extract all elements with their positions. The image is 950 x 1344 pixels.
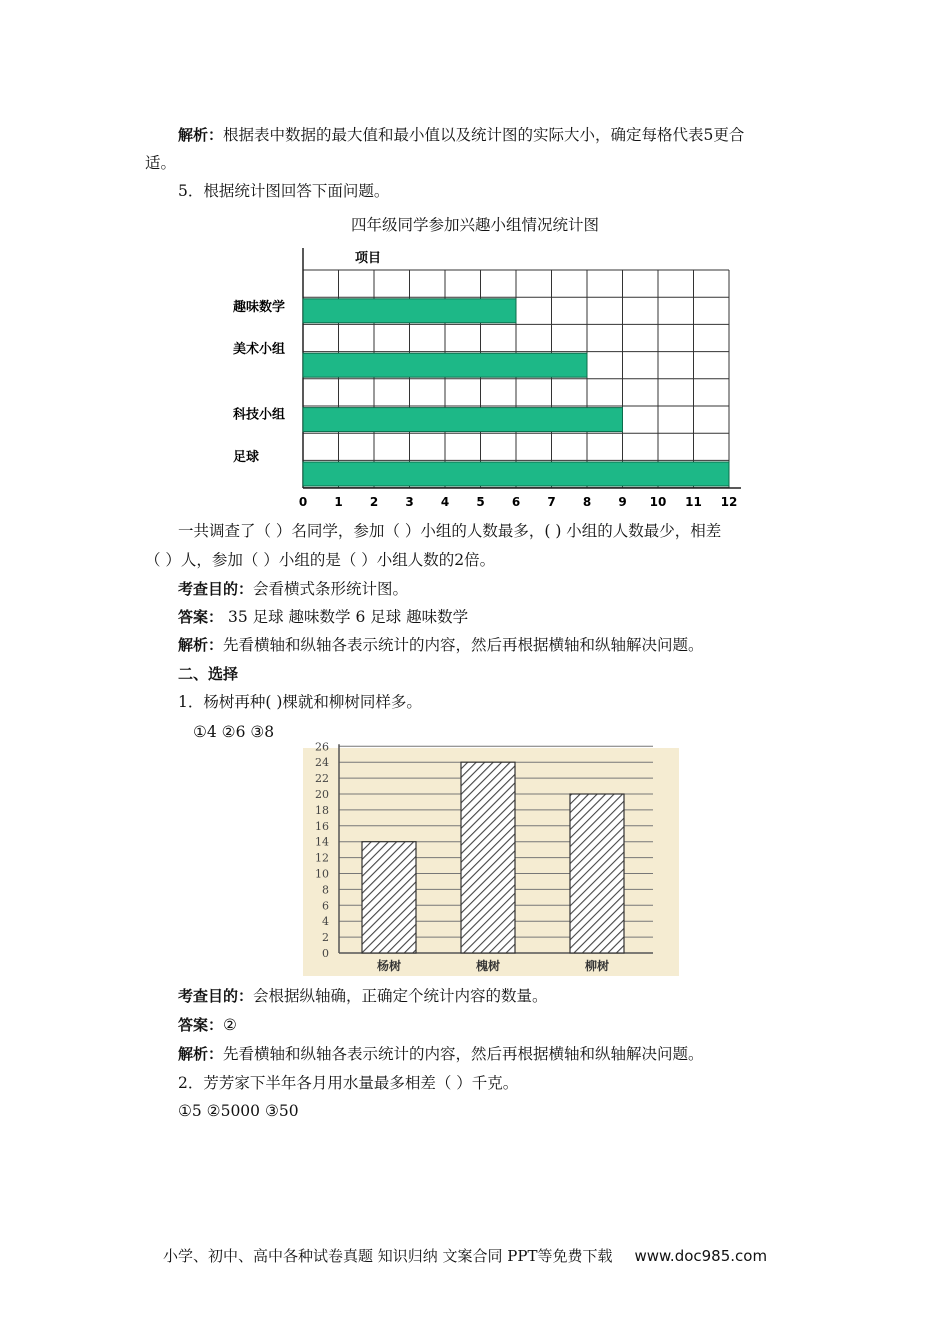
c1-answer [178,1015,237,1035]
c1-analysis-text: 先看横轴和纵轴各表示统计的内容，然后再根据横轴和纵轴解决问题。 [223,1045,704,1063]
y-tick-label: 0 [322,947,329,960]
q5-analysis [178,635,704,655]
bar-1 [362,842,416,953]
c1-answer-text: ② [223,1016,237,1034]
footer-text: 小学、初中、高中各种试卷真题 知识归纳 文案合同 PPT等免费下载 [163,1247,613,1265]
c1-analysis [178,1044,704,1064]
purpose-label: 考查目的： [178,987,254,1005]
q5-answer [178,607,468,627]
y-tick-label: 24 [315,756,329,770]
category-label: 槐树 [475,959,501,973]
y-tick-label: 8 [322,883,329,897]
x-tick-label: 11 [685,495,702,509]
analysis-prev-line2: 适。 [145,154,177,172]
x-tick-label: 2 [369,495,379,509]
category-label: 杨树 [376,959,402,973]
x-tick-label: 12 [720,495,738,509]
q5-analysis-text: 先看横轴和纵轴各表示统计的内容，然后再根据横轴和纵轴解决问题。 [223,636,704,654]
bar-2 [303,353,587,377]
y-tick-label: 16 [315,819,329,833]
y-tick-label: 10 [315,867,329,881]
x-tick-label: 7 [547,495,556,509]
q5-answer-text: 35 足球 趣味数学 6 足球 趣味数学 [227,608,469,626]
category-label: 趣味数学 [233,299,286,315]
y-tick-label: 6 [322,899,329,913]
purpose-label: 考查目的： [178,580,254,598]
bar-1 [303,299,516,323]
bar-3 [303,408,623,432]
c1-purpose-text: 会根据纵轴确，正确定个统计内容的数量。 [253,987,548,1005]
chart1-horizontal-bar [225,240,755,510]
q5-text-line2: （ ）人，参加（ ）小组的是（ ）小组人数的2倍。 [145,551,496,569]
y-tick-label: 20 [315,788,329,801]
choice-1: 1．杨树再种( )棵就和柳树同样多。 [178,693,422,711]
footer-site-link[interactable]: www.doc985.com [634,1247,768,1265]
analysis-label: 解析： [178,1045,224,1063]
y-tick-label: 26 [315,740,329,754]
y-tick-label: 22 [315,772,329,786]
x-tick-label: 1 [334,495,343,509]
x-tick-label: 3 [405,495,414,509]
y-axis-label: 项目 [355,251,382,266]
x-tick-label: 4 [440,495,450,509]
choice-2: 2．芳芳家下半年各月用水量最多相差（ ）千克。 [178,1074,519,1092]
y-tick-label: 18 [315,803,329,817]
analysis-label: 解析： [178,636,224,654]
category-label: 柳树 [584,959,610,973]
x-tick-label: 8 [582,495,592,509]
y-tick-label: 2 [322,931,329,945]
y-tick-label: 14 [315,835,329,849]
analysis-label: 解析： [178,126,224,144]
category-label: 美术小组 [233,342,286,358]
q5-text-line1: 一共调查了（ ）名同学，参加（ ）小组的人数最多，( ) 小组的人数最少，相差 [178,522,722,540]
q5-purpose [178,579,408,599]
x-tick-label: 6 [511,495,521,509]
analysis-prev-line1 [178,125,744,145]
analysis-prev-text: 根据表中数据的最大值和最小值以及统计图的实际大小，确定每格代表5更合 [223,126,745,144]
question-5: 5．根据统计图回答下面问题。 [178,182,390,200]
section-2-heading: 二、选择 [178,665,239,683]
chart1-title: 四年级同学参加兴趣小组情况统计图 [350,216,599,234]
c1-purpose [178,986,548,1006]
category-label: 科技小组 [233,407,286,423]
choice-1-options: ①4 ②6 ③8 [193,723,275,741]
answer-label: 答案： [178,1016,224,1034]
answer-label: 答案： [178,608,224,626]
bar-4 [303,462,729,486]
chart2-vertical-bar [303,740,679,976]
y-tick-label: 4 [322,915,329,929]
bar-2 [461,762,515,953]
x-tick-label: 5 [476,495,485,509]
choice-2-options: ①5 ②5000 ③50 [178,1102,299,1120]
x-tick-label: 9 [618,495,627,509]
footer [163,1245,767,1266]
y-tick-label: 12 [315,851,329,865]
category-label: 足球 [233,450,260,465]
x-tick-label: 10 [649,495,667,509]
bar-3 [570,794,624,953]
x-tick-label: 0 [298,495,308,509]
q5-purpose-text: 会看横式条形统计图。 [253,580,409,598]
